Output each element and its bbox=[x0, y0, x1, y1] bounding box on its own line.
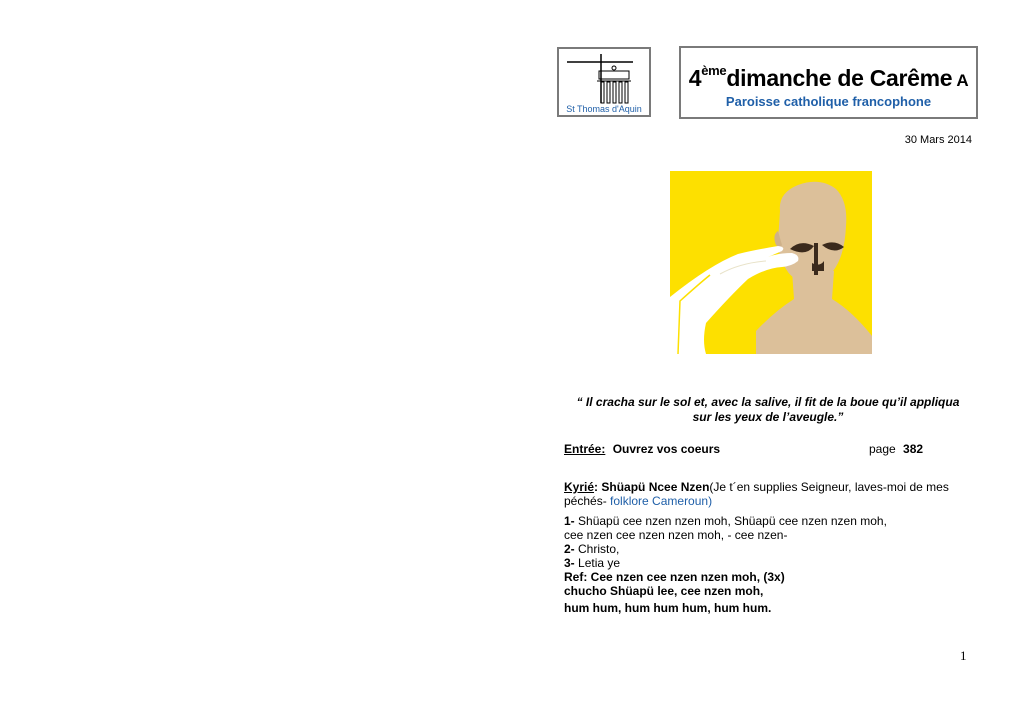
refrain-line: hum hum, hum hum hum, hum hum. bbox=[564, 601, 772, 615]
page-label: page bbox=[869, 442, 896, 456]
kyrie-label: Kyrié bbox=[564, 480, 595, 494]
verse-number: 1- bbox=[564, 514, 575, 528]
kyrie-heading bbox=[564, 480, 974, 494]
page-number: 1 bbox=[960, 648, 967, 663]
title-superscript: ème bbox=[701, 63, 727, 78]
quote-line: “ Il cracha sur le sol et, avec la salive, il fit de la boue qu’il appliqua bbox=[576, 395, 960, 409]
kyrie-origin: folklore Cameroun) bbox=[606, 494, 713, 508]
verse bbox=[564, 556, 974, 570]
page-reference: 382 bbox=[903, 442, 924, 456]
parish-logo bbox=[557, 47, 651, 117]
verse-line: Letia ye bbox=[578, 556, 621, 570]
kyrie-description: (Je t´en supplies Seigneur, laves-moi de mes bbox=[709, 480, 949, 494]
refrain-line: chucho Shüapü lee, cee nzen moh, bbox=[564, 584, 764, 598]
kyrie-section bbox=[564, 480, 974, 615]
verse bbox=[564, 542, 974, 556]
quote-line: sur les yeux de l’aveugle.” bbox=[692, 410, 844, 424]
entree-song: Ouvrez vos coeurs bbox=[612, 442, 721, 456]
logo-label: St Thomas d'Aquin bbox=[566, 104, 642, 114]
date: 30 Mars 2014 bbox=[904, 134, 972, 146]
page-subtitle: Paroisse catholique francophone bbox=[725, 94, 932, 109]
verse-line: Christo, bbox=[578, 542, 620, 556]
title-text: dimanche de Carême bbox=[726, 65, 953, 91]
title-number: 4 bbox=[688, 65, 702, 91]
kyrie-colon: : bbox=[594, 480, 599, 494]
verse-number: 3- bbox=[564, 556, 575, 570]
gospel-quote bbox=[562, 395, 974, 425]
entree-label-row bbox=[564, 442, 720, 456]
entree-page bbox=[869, 442, 923, 456]
entree-label: Entrée: bbox=[564, 442, 606, 456]
healing-blind-man-illustration bbox=[670, 171, 872, 354]
title-box bbox=[679, 46, 978, 119]
kyrie-description-end: péchés- bbox=[564, 494, 607, 508]
verse-line: cee nzen cee nzen nzen moh, - cee nzen- bbox=[564, 528, 788, 542]
verse-number: 2- bbox=[564, 542, 575, 556]
kyrie-song: Shüapü Ncee Nzen bbox=[601, 480, 710, 494]
verse-line: Shüapü cee nzen nzen moh, Shüapü cee nzen nzen moh, bbox=[578, 514, 887, 528]
verse bbox=[564, 514, 974, 528]
page-title bbox=[681, 65, 976, 92]
title-year-letter: A bbox=[956, 71, 969, 90]
refrain-line: Ref: Cee nzen cee nzen nzen moh, (3x) bbox=[564, 570, 785, 584]
kyrie-description-line bbox=[564, 494, 974, 508]
